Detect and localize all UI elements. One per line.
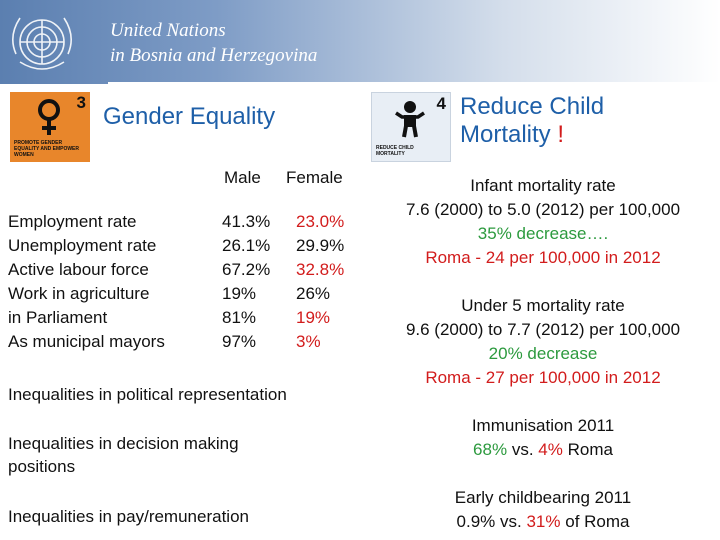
header-line1: United Nations bbox=[110, 20, 226, 41]
childbearing-block bbox=[370, 486, 716, 534]
female-value: 32.8% bbox=[296, 260, 345, 279]
under5-decrease: 20% decrease bbox=[488, 344, 598, 363]
goal4-badge bbox=[371, 92, 451, 162]
male-value: 41.3% bbox=[222, 212, 271, 231]
goal4-number: 4 bbox=[436, 94, 446, 113]
child-figure-icon bbox=[394, 99, 426, 139]
immunisation-roma-label: Roma bbox=[567, 440, 613, 459]
header-divider bbox=[108, 82, 720, 84]
child-title bbox=[460, 93, 700, 149]
childbearing-compare bbox=[370, 510, 716, 534]
child-title-text: Reduce Child Mortality bbox=[460, 93, 605, 148]
un-emblem-icon bbox=[2, 4, 82, 82]
row-labels bbox=[8, 210, 165, 354]
note-decision: Inequalities in decision making positions bbox=[8, 434, 239, 476]
immunisation-vs: vs. bbox=[511, 440, 534, 459]
under5-title: Under 5 mortality rate bbox=[461, 296, 625, 315]
row-label: Unemployment rate bbox=[8, 236, 157, 255]
note-pay: Inequalities in pay/remuneration bbox=[8, 507, 249, 526]
childbearing-roma-value: 31% bbox=[526, 512, 561, 531]
note-political: Inequalities in political representation bbox=[8, 385, 287, 404]
row-label: As municipal mayors bbox=[8, 332, 165, 351]
immunisation-general: 68% bbox=[473, 440, 508, 459]
childbearing-title: Early childbearing 2011 bbox=[454, 488, 632, 507]
child-title-exclaim: ! bbox=[557, 121, 565, 148]
immunisation-roma-value: 4% bbox=[538, 440, 563, 459]
col-header-male: Male bbox=[224, 168, 261, 187]
row-label: Employment rate bbox=[8, 212, 137, 231]
female-values bbox=[296, 210, 344, 354]
row-label: Active labour force bbox=[8, 260, 149, 279]
header-title bbox=[110, 18, 317, 68]
immunisation-compare bbox=[370, 438, 716, 462]
childbearing-roma-label: of Roma bbox=[565, 512, 630, 531]
infant-decrease: 35% decrease…. bbox=[477, 224, 609, 243]
infant-line: 7.6 (2000) to 5.0 (2012) per 100,000 bbox=[405, 200, 681, 219]
header-line2: in Bosnia and Herzegovina bbox=[110, 45, 318, 66]
gender-title: Gender Equality bbox=[103, 103, 276, 130]
infant-mortality-block bbox=[370, 174, 716, 270]
under5-mortality-block bbox=[370, 294, 716, 390]
goal3-badge bbox=[10, 92, 90, 162]
immunisation-block bbox=[370, 414, 716, 462]
male-values bbox=[222, 210, 270, 354]
row-label: Work in agriculture bbox=[8, 284, 150, 303]
male-value: 67.2% bbox=[222, 260, 271, 279]
under5-line: 9.6 (2000) to 7.7 (2012) per 100,000 bbox=[405, 320, 681, 339]
col-header-female: Female bbox=[286, 168, 343, 187]
female-value: 29.9% bbox=[296, 236, 345, 255]
male-value: 19% bbox=[222, 284, 257, 303]
immunisation-title: Immunisation 2011 bbox=[471, 416, 615, 435]
goal3-number: 3 bbox=[76, 93, 86, 112]
male-value: 81% bbox=[222, 308, 257, 327]
goal4-caption: REDUCE CHILD MORTALITY bbox=[376, 145, 414, 157]
female-value: 19% bbox=[296, 308, 331, 327]
male-value: 26.1% bbox=[222, 236, 271, 255]
childbearing-vs: vs. bbox=[500, 512, 522, 531]
under5-roma: Roma - 27 per 100,000 in 2012 bbox=[425, 368, 661, 387]
infant-roma: Roma - 24 per 100,000 in 2012 bbox=[425, 248, 661, 267]
female-value: 23.0% bbox=[296, 212, 345, 231]
header-banner bbox=[0, 0, 720, 84]
female-symbol-icon bbox=[34, 98, 64, 138]
female-value: 26% bbox=[296, 284, 331, 303]
goal3-caption: PROMOTE GENDER EQUALITY AND EMPOWER WOMEN bbox=[14, 140, 80, 158]
female-value: 3% bbox=[296, 332, 321, 351]
childbearing-general: 0.9% bbox=[456, 512, 496, 531]
male-value: 97% bbox=[222, 332, 257, 351]
infant-title: Infant mortality rate bbox=[470, 176, 616, 195]
row-label: in Parliament bbox=[8, 308, 108, 327]
